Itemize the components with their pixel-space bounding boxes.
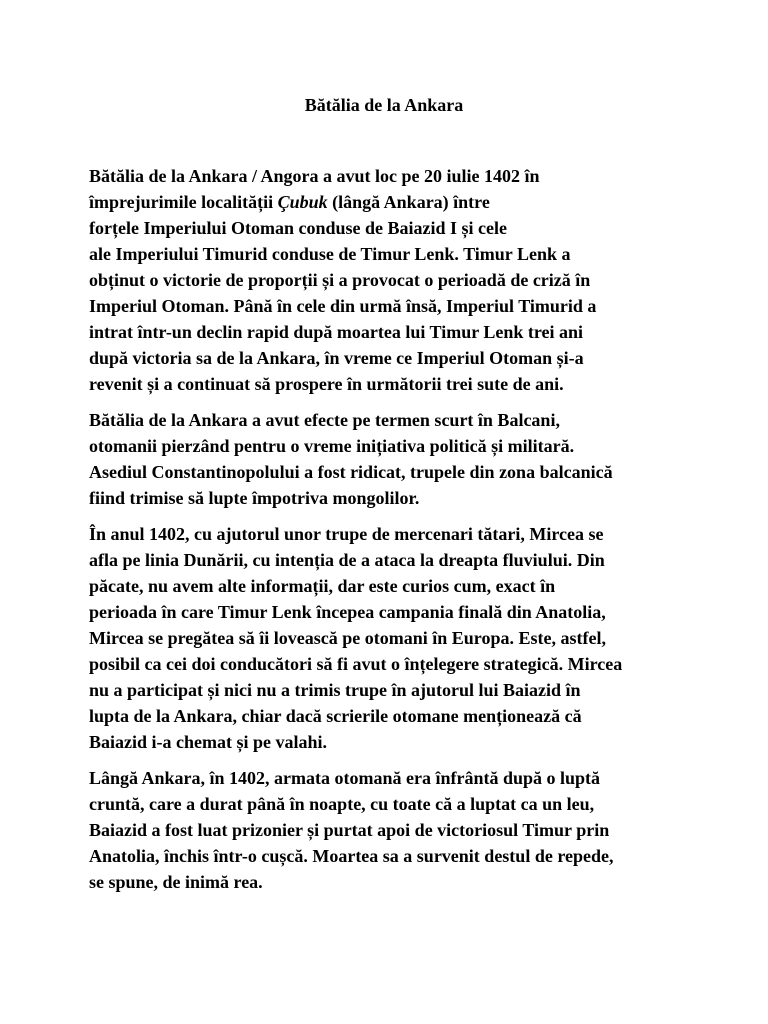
text-line: lupta de la Ankara, chiar dacă scrierile otomane menționează că: [89, 706, 582, 726]
text-line: [89, 189, 679, 215]
document-body: [89, 163, 679, 905]
text-line: Lângă Ankara, în 1402, armata otomană era înfrântă după o luptă: [89, 768, 601, 788]
text-line: Imperiul Otoman. Până în cele din urmă însă, Imperiul Timurid a: [89, 296, 597, 316]
paragraph: [89, 407, 679, 511]
text-line: se spune, de inimă rea.: [89, 872, 263, 892]
text-line: Mircea se pregătea să îi lovească pe otomani în Europa. Este, astfel,: [89, 628, 606, 648]
paragraph: [89, 521, 679, 755]
text-line: În anul 1402, cu ajutorul unor trupe de mercenari tătari, Mircea se: [89, 524, 604, 544]
paragraph: [89, 765, 679, 895]
italic-place-name: Çubuk: [277, 192, 328, 212]
text-line: afla pe linia Dunării, cu intenția de a ataca la dreapta fluviului. Din: [89, 550, 605, 570]
text-segment: (lângă Ankara) între: [327, 192, 490, 212]
text-line: nu a participat și nici nu a trimis trupe în ajutorul lui Baiazid în: [89, 680, 581, 700]
text-line: fiind trimise să lupte împotriva mongolilor.: [89, 488, 420, 508]
text-line: revenit și a continuat să prospere în următorii trei sute de ani.: [89, 374, 564, 394]
text-line: obținut o victorie de proporții și a provocat o perioadă de criză în: [89, 270, 591, 290]
text-line: păcate, nu avem alte informații, dar este curios cum, exact în: [89, 576, 556, 596]
text-line: Baiazid a fost luat prizonier și purtat apoi de victoriosul Timur prin: [89, 820, 610, 840]
text-line: Anatolia, închis într-o cușcă. Moartea sa a survenit destul de repede,: [89, 846, 614, 866]
text-line: otomanii pierzând pentru o vreme inițiativa politică și militară.: [89, 436, 575, 456]
text-line: după victoria sa de la Ankara, în vreme ce Imperiul Otoman și-a: [89, 348, 584, 368]
text-line: intrat într-un declin rapid după moartea lui Timur Lenk trei ani: [89, 322, 584, 342]
text-segment: împrejurimile localității: [89, 192, 278, 212]
text-line: ale Imperiului Timurid conduse de Timur Lenk. Timur Lenk a: [89, 244, 571, 264]
text-line: perioada în care Timur Lenk începea campania finală din Anatolia,: [89, 602, 606, 622]
text-line: Bătălia de la Ankara a avut efecte pe termen scurt în Balcani,: [89, 410, 560, 430]
text-line: forțele Imperiului Otoman conduse de Baiazid I și cele: [89, 218, 507, 238]
text-line: posibil ca cei doi conducători să fi avut o înțelegere strategică. Mircea: [89, 654, 623, 674]
text-line: Baiazid i-a chemat și pe valahi.: [89, 732, 327, 752]
paragraph: [89, 163, 679, 397]
text-line: cruntă, care a durat până în noapte, cu toate că a luptat ca un leu,: [89, 794, 595, 814]
document-title: Bătălia de la Ankara: [304, 95, 464, 115]
text-line: Bătălia de la Ankara / Angora a avut loc pe 20 iulie 1402 în: [89, 166, 540, 186]
text-line: Asediul Constantinopolului a fost ridicat, trupele din zona balcanică: [89, 462, 613, 482]
